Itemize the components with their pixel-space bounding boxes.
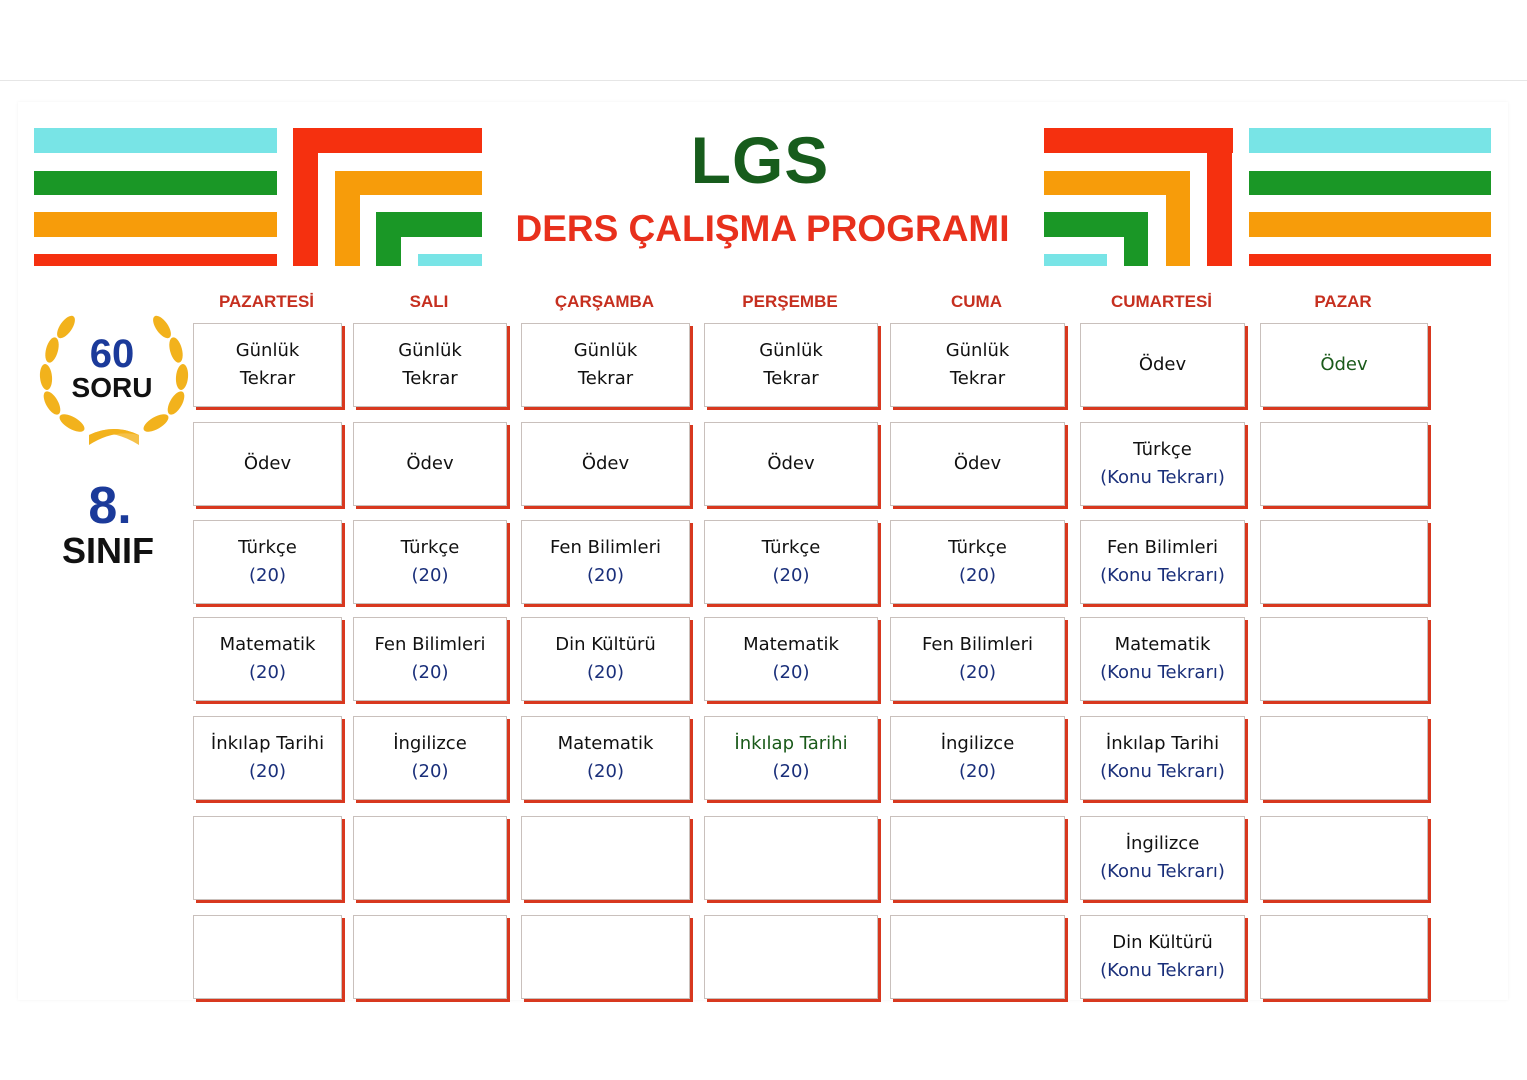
day-header: PAZAR [1314, 292, 1372, 311]
subject-label: Fen Bilimleri [1107, 537, 1218, 558]
grade-number: 8. [88, 477, 132, 535]
subject-label: Ödev [1320, 354, 1368, 375]
subject-label: Günlük [759, 340, 823, 361]
schedule-cell[interactable] [890, 816, 1065, 900]
subject-detail: (20) [249, 662, 286, 683]
schedule-cell[interactable] [704, 617, 878, 701]
schedule-cell[interactable] [1260, 520, 1428, 604]
green-stripe [34, 171, 277, 195]
subject-label: Matematik [219, 634, 316, 655]
subject-detail: (20) [959, 662, 996, 683]
schedule-cell[interactable] [1080, 617, 1245, 701]
schedule-cell[interactable] [704, 323, 878, 407]
schedule-cell[interactable] [193, 716, 342, 800]
subject-label: Günlük [235, 340, 300, 361]
page-subtitle: DERS ÇALIŞMA PROGRAMI [515, 208, 1010, 249]
red-stripe [1249, 254, 1491, 266]
schedule-cell[interactable] [353, 520, 507, 604]
schedule-cell[interactable] [704, 716, 878, 800]
subject-label: Günlük [945, 340, 1010, 361]
subject-label: Türkçe [238, 537, 297, 558]
subject-detail: (20) [959, 761, 996, 782]
subject-label: Türkçe [948, 537, 1007, 558]
orange-stripe [1249, 212, 1491, 237]
schedule-cell[interactable] [890, 520, 1065, 604]
schedule-cell[interactable] [193, 617, 342, 701]
subject-detail: (20) [411, 662, 449, 683]
red-stripe [293, 128, 482, 153]
cyan-stripe [1044, 254, 1107, 266]
subject-label: Din Kültürü [1112, 932, 1213, 953]
subject-label: Din Kültürü [555, 634, 656, 655]
subject-detail: (Konu Tekrarı) [1100, 761, 1225, 782]
subject-label: Günlük [398, 340, 462, 361]
subject-label: Matematik [743, 634, 839, 655]
schedule-cell[interactable] [353, 617, 507, 701]
subject-detail: (20) [411, 761, 449, 782]
schedule-cell[interactable] [1080, 520, 1245, 604]
red-stripe [1207, 128, 1232, 266]
day-header: PERŞEMBE [742, 292, 838, 311]
schedule-cell[interactable] [704, 422, 878, 506]
schedule-cell[interactable] [890, 915, 1065, 999]
schedule-cell[interactable] [1260, 422, 1428, 506]
subject-detail: (20) [587, 662, 624, 683]
schedule-cell[interactable] [521, 520, 690, 604]
subject-label: İngilizce [393, 733, 467, 754]
subject-label: Fen Bilimleri [374, 634, 486, 655]
subject-detail: (20) [959, 565, 996, 586]
top-divider [0, 80, 1527, 81]
subject-label: İnkılap Tarihi [734, 733, 848, 754]
schedule-cell[interactable] [521, 816, 690, 900]
subject-detail: (Konu Tekrarı) [1100, 662, 1225, 683]
green-stripe [1124, 212, 1148, 266]
schedule-cell[interactable] [521, 716, 690, 800]
subject-label: Günlük [573, 340, 638, 361]
green-stripe [376, 212, 401, 266]
subject-detail: (20) [772, 761, 810, 782]
subject-label: Matematik [1114, 634, 1211, 655]
subject-label: Fen Bilimleri [550, 537, 661, 558]
subject-label: İngilizce [1125, 833, 1200, 854]
day-header: CUMARTESİ [1110, 292, 1213, 311]
subject-detail: Tekrar [239, 368, 296, 389]
subject-detail: Tekrar [402, 368, 458, 389]
grade-label: SINIF [61, 530, 154, 571]
schedule-cell[interactable] [1260, 323, 1428, 407]
question-count: 60 [89, 332, 135, 376]
subject-detail: (20) [249, 565, 286, 586]
subject-detail: (Konu Tekrarı) [1100, 861, 1225, 882]
subject-label: İngilizce [940, 733, 1015, 754]
schedule-cell[interactable] [1260, 915, 1428, 999]
schedule-cell[interactable] [353, 422, 507, 506]
green-stripe [1249, 171, 1491, 195]
schedule-cell[interactable] [521, 915, 690, 999]
subject-label: Fen Bilimleri [922, 634, 1033, 655]
schedule-cell[interactable] [704, 915, 878, 999]
orange-stripe [1166, 171, 1190, 266]
subject-label: Ödev [767, 453, 815, 474]
schedule-cell[interactable] [1260, 816, 1428, 900]
schedule-cell[interactable] [1080, 716, 1245, 800]
schedule-cell[interactable] [193, 816, 342, 900]
subject-label: Türkçe [1133, 439, 1192, 460]
red-stripe [34, 254, 277, 266]
subject-detail: (Konu Tekrarı) [1100, 565, 1225, 586]
schedule-cell[interactable] [193, 422, 342, 506]
cyan-stripe [418, 254, 482, 266]
subject-detail: (20) [772, 565, 810, 586]
schedule-cell[interactable] [704, 520, 878, 604]
schedule-cell[interactable] [353, 915, 507, 999]
subject-label: Türkçe [761, 537, 821, 558]
schedule-cell[interactable] [1080, 422, 1245, 506]
subject-detail: (20) [587, 565, 624, 586]
page-title: LGS [690, 123, 830, 197]
day-header: SALI [409, 292, 449, 311]
orange-stripe [34, 212, 277, 237]
subject-label: Ödev [953, 453, 1002, 474]
schedule-cell[interactable] [1080, 323, 1245, 407]
red-stripe [1044, 128, 1233, 153]
schedule-cell[interactable] [890, 617, 1065, 701]
subject-detail: (20) [249, 761, 286, 782]
schedule-cell[interactable] [1080, 816, 1245, 900]
cyan-stripe [1249, 128, 1491, 153]
day-header: ÇARŞAMBA [554, 292, 655, 311]
subject-label: İnkılap Tarihi [1105, 733, 1220, 754]
subject-detail: (20) [772, 662, 810, 683]
orange-stripe [335, 171, 360, 266]
schedule-cell[interactable] [890, 716, 1065, 800]
subject-detail: Tekrar [949, 368, 1006, 389]
cyan-stripe [34, 128, 277, 153]
subject-detail: (20) [587, 761, 624, 782]
question-label: SORU [71, 372, 153, 403]
schedule-cell[interactable] [521, 422, 690, 506]
subject-detail: (Konu Tekrarı) [1100, 960, 1225, 981]
schedule-cell[interactable] [1260, 716, 1428, 800]
schedule-cell[interactable] [193, 520, 342, 604]
subject-label: Ödev [1138, 354, 1187, 375]
red-stripe [293, 128, 318, 266]
schedule-cell[interactable] [890, 323, 1065, 407]
schedule-cell[interactable] [704, 816, 878, 900]
schedule-cell[interactable] [353, 816, 507, 900]
subject-label: Ödev [581, 453, 630, 474]
subject-label: Ödev [406, 453, 454, 474]
schedule-cell[interactable] [353, 323, 507, 407]
schedule-cell[interactable] [353, 716, 507, 800]
subject-detail: (Konu Tekrarı) [1100, 467, 1225, 488]
schedule-cell[interactable] [1080, 915, 1245, 999]
subject-detail: (20) [411, 565, 449, 586]
subject-label: İnkılap Tarihi [210, 733, 325, 754]
schedule-cell[interactable] [521, 323, 690, 407]
subject-label: Ödev [243, 453, 292, 474]
schedule-cell[interactable] [1260, 617, 1428, 701]
subject-label: Türkçe [400, 537, 460, 558]
schedule-cell[interactable] [193, 323, 342, 407]
day-header: CUMA [951, 292, 1002, 311]
subject-label: Matematik [557, 733, 654, 754]
day-header: PAZARTESİ [218, 292, 315, 311]
schedule-cell[interactable] [193, 915, 342, 999]
schedule-cell[interactable] [890, 422, 1065, 506]
schedule-cell[interactable] [521, 617, 690, 701]
subject-detail: Tekrar [577, 368, 634, 389]
subject-detail: Tekrar [763, 368, 819, 389]
